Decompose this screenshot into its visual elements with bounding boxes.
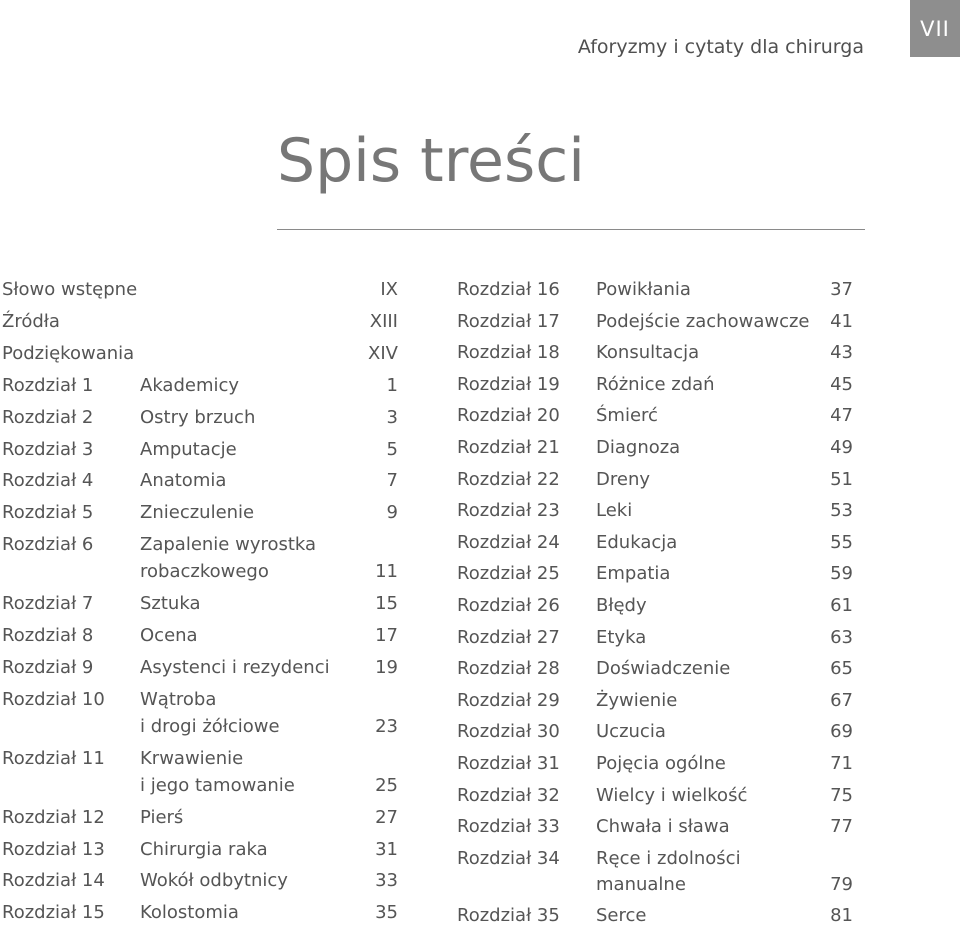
- toc-entry-label: Rozdział 34: [457, 847, 560, 869]
- toc-entry-page: 49: [830, 437, 853, 458]
- toc-entry[interactable]: [457, 846, 853, 895]
- toc-entry-page: 77: [830, 816, 853, 838]
- toc-entry-page: 63: [830, 626, 853, 648]
- toc-entry[interactable]: [2, 500, 398, 526]
- toc-entry-page: 79: [830, 873, 853, 895]
- toc-entry-page: 9: [386, 502, 398, 524]
- toc-entry[interactable]: [2, 805, 398, 831]
- toc-entry-title: Uczucia: [596, 721, 666, 743]
- toc-entry-page: XIV: [368, 342, 398, 364]
- page-title: Spis treści: [277, 126, 585, 196]
- toc-entry-title: Sztuka: [140, 593, 201, 615]
- running-header: Aforyzmy i cytaty dla chirurga: [577, 36, 864, 58]
- toc-entry[interactable]: [2, 868, 398, 894]
- toc-entry-label: Rozdział 6: [2, 534, 94, 556]
- toc-entry[interactable]: [457, 372, 853, 398]
- toc-entry-title: Żywienie: [596, 689, 678, 711]
- toc-entry-title: Ocena: [140, 625, 198, 646]
- toc-entry-page: 17: [375, 625, 398, 646]
- toc-entry-label: Rozdział 29: [457, 689, 560, 711]
- toc-entry-label: Rozdział 30: [457, 721, 560, 743]
- toc-entry-label: Rozdział 20: [457, 405, 560, 427]
- toc-entry[interactable]: [2, 655, 398, 681]
- toc-entry-title: Wątroba: [140, 688, 217, 710]
- toc-entry-title: Anatomia: [140, 470, 227, 492]
- toc-entry-page: 27: [375, 806, 398, 828]
- toc-entry-title: Różnice zdań: [596, 373, 715, 395]
- toc-entry-label: Rozdział 17: [457, 310, 560, 332]
- toc-entry[interactable]: [457, 277, 853, 303]
- toc-entry[interactable]: [2, 687, 398, 737]
- toc-entry-page: 47: [830, 405, 853, 427]
- toc-entry-page: 35: [375, 902, 398, 924]
- toc-entry-label: Rozdział 3: [2, 438, 94, 460]
- toc-entry-label: Rozdział 22: [457, 468, 560, 490]
- toc-entry-label: Rozdział 5: [2, 502, 94, 524]
- toc-entry-title: Śmierć: [596, 405, 658, 427]
- toc-entry-title: Dreny: [596, 468, 650, 490]
- toc-entry-label: Rozdział 14: [2, 870, 105, 892]
- toc-entry[interactable]: [2, 277, 398, 303]
- toc-entry-label: Rozdział 18: [457, 342, 560, 364]
- toc-entry-label: Rozdział 2: [2, 406, 94, 428]
- toc-entry-title: Chwała i sława: [596, 816, 730, 838]
- toc-entry-title: Kolostomia: [140, 902, 239, 924]
- toc-entry-page: IX: [380, 279, 398, 300]
- toc-entry[interactable]: [2, 623, 398, 649]
- toc-entry[interactable]: [457, 435, 853, 461]
- toc-entry-title: Błędy: [596, 595, 647, 616]
- toc-entry-label: Rozdział 10: [2, 688, 105, 710]
- toc-entry-label: Rozdział 21: [457, 437, 560, 458]
- toc-entry-page: 69: [830, 721, 853, 743]
- toc-entry[interactable]: [457, 719, 853, 745]
- title-divider: [277, 229, 865, 230]
- toc-entry-title: Serce: [596, 905, 647, 927]
- toc-entry-page: 45: [830, 373, 853, 395]
- toc-entry-title: Leki: [596, 500, 633, 522]
- toc-entry-label: Rozdział 1: [2, 374, 94, 396]
- toc-entry-title: Chirurgia raka: [140, 838, 268, 860]
- toc-entry[interactable]: [2, 437, 398, 463]
- toc-entry-page: 53: [830, 500, 853, 522]
- toc-entry[interactable]: [457, 814, 853, 840]
- toc-entry-page: 67: [830, 689, 853, 711]
- toc-entry-page: 33: [375, 870, 398, 892]
- toc-entry-page: 51: [830, 468, 853, 490]
- toc-entry[interactable]: [457, 498, 853, 524]
- toc-entry-title: Powikłania: [596, 279, 691, 300]
- toc-entry-title-continued: i drogi żółciowe: [140, 715, 280, 737]
- toc-entry-title: Etyka: [596, 626, 647, 648]
- toc-entry-label: Rozdział 31: [457, 753, 560, 774]
- toc-entry[interactable]: [457, 783, 853, 809]
- toc-entry-title: Diagnoza: [596, 437, 681, 458]
- toc-entry-page: 15: [375, 593, 398, 615]
- toc-entry[interactable]: [2, 373, 398, 399]
- toc-entry-label: Rozdział 13: [2, 838, 105, 860]
- toc-entry-label: Rozdział 33: [457, 816, 560, 838]
- toc-entry-page: 11: [375, 561, 398, 583]
- toc-entry-page: 1: [386, 374, 398, 396]
- toc-entry-label: Rozdział 27: [457, 626, 560, 648]
- toc-entry-label: Rozdział 35: [457, 905, 560, 927]
- toc-entry-title: Edukacja: [596, 531, 678, 553]
- toc-entry[interactable]: [2, 341, 398, 367]
- toc-entry[interactable]: [2, 405, 398, 431]
- toc-entry-title: Znieczulenie: [140, 502, 255, 524]
- toc-entry-page: 75: [830, 784, 853, 806]
- toc-entry-page: 25: [375, 774, 398, 796]
- page-number-badge: VII: [910, 0, 960, 57]
- toc-entry-title: Zapalenie wyrostka: [140, 534, 317, 556]
- toc-entry[interactable]: [2, 532, 398, 583]
- toc-entry-title: Krwawienie: [140, 747, 244, 769]
- toc-entry-page: 5: [386, 438, 398, 460]
- toc-entry-label: Słowo wstępne: [2, 279, 138, 300]
- toc-entry-label: Rozdział 12: [2, 806, 105, 828]
- toc-entry-title: Wokół odbytnicy: [140, 870, 288, 892]
- toc-entry-title: Wielcy i wielkość: [596, 784, 748, 806]
- toc-entry[interactable]: [457, 656, 853, 682]
- toc-entry[interactable]: [2, 746, 398, 796]
- toc-entry-title: Ostry brzuch: [140, 406, 256, 428]
- toc-entry-label: Rozdział 26: [457, 595, 560, 616]
- toc-entry-title: Pojęcia ogólne: [596, 753, 726, 774]
- toc-entry[interactable]: [457, 625, 853, 651]
- toc-entry-page: 7: [386, 470, 398, 492]
- toc-entry-label: Rozdział 8: [2, 625, 94, 646]
- toc-entry-title: Amputacje: [140, 438, 237, 460]
- toc-entry-title: Ręce i zdolności: [596, 847, 741, 869]
- toc-entry-title: Podejście zachowawcze: [596, 310, 810, 332]
- toc-entry-page: XIII: [369, 310, 398, 332]
- toc-entry[interactable]: [457, 530, 853, 556]
- toc-entry-page: 31: [375, 838, 398, 860]
- toc-entry[interactable]: [457, 903, 853, 929]
- toc-entry[interactable]: [2, 837, 398, 863]
- toc-entry-page: 81: [830, 905, 853, 927]
- toc-entry-page: 55: [830, 531, 853, 553]
- toc-entry-page: 59: [830, 563, 853, 585]
- toc-entry-label: Rozdział 23: [457, 500, 560, 522]
- toc-entry-label: Rozdział 28: [457, 658, 560, 680]
- toc-entry-label: Rozdział 32: [457, 784, 560, 806]
- toc-entry-title: Pierś: [140, 806, 184, 828]
- toc-entry[interactable]: [2, 468, 398, 494]
- toc-entry-label: Źródła: [2, 310, 60, 332]
- toc-entry-label: Rozdział 25: [457, 563, 560, 585]
- toc-entry-label: Rozdział 4: [2, 470, 94, 492]
- toc-entry-title: Asystenci i rezydenci: [140, 656, 330, 678]
- toc-entry-page: 3: [386, 406, 398, 428]
- toc-entry-label: Rozdział 9: [2, 656, 94, 678]
- toc-entry[interactable]: [457, 309, 853, 335]
- toc-entry-title-continued: manualne: [596, 873, 686, 895]
- toc-entry-label: Rozdział 16: [457, 279, 560, 300]
- toc-entry-page: 19: [375, 656, 398, 678]
- toc-entry-page: 37: [830, 279, 853, 300]
- toc-entry[interactable]: [2, 591, 398, 617]
- toc-entry-title: Konsultacja: [596, 342, 700, 364]
- toc-entry[interactable]: [457, 467, 853, 493]
- toc-entry-label: Rozdział 15: [2, 902, 105, 924]
- toc-entry-label: Rozdział 11: [2, 747, 105, 769]
- toc-entry-label: Rozdział 7: [2, 593, 94, 615]
- toc-entry-title: Doświadczenie: [596, 658, 731, 680]
- toc-entry[interactable]: [457, 561, 853, 587]
- toc-entry-page: 43: [830, 342, 853, 364]
- toc-entry[interactable]: [457, 751, 853, 777]
- toc-entry-title: Akademicy: [140, 374, 240, 396]
- toc-entry[interactable]: [457, 593, 853, 619]
- toc-entry-title-continued: robaczkowego: [140, 561, 269, 583]
- toc-entry-label: Rozdział 24: [457, 531, 560, 553]
- toc-entry-page: 65: [830, 658, 853, 680]
- toc-entry-page: 41: [830, 310, 853, 332]
- toc-entry-page: 61: [830, 595, 853, 616]
- toc-entry[interactable]: [457, 340, 853, 366]
- toc-entry-page: 71: [830, 753, 853, 774]
- toc-entry-label: Podziękowania: [2, 342, 135, 364]
- toc-entry-title-continued: i jego tamowanie: [140, 774, 295, 796]
- toc-entry-title: Empatia: [596, 563, 671, 585]
- toc-entry[interactable]: [457, 403, 853, 429]
- toc-entry[interactable]: [457, 688, 853, 714]
- toc-entry-page: 23: [375, 715, 398, 737]
- toc-entry[interactable]: [2, 900, 398, 926]
- toc-entry-label: Rozdział 19: [457, 373, 560, 395]
- toc-entry[interactable]: [2, 309, 398, 335]
